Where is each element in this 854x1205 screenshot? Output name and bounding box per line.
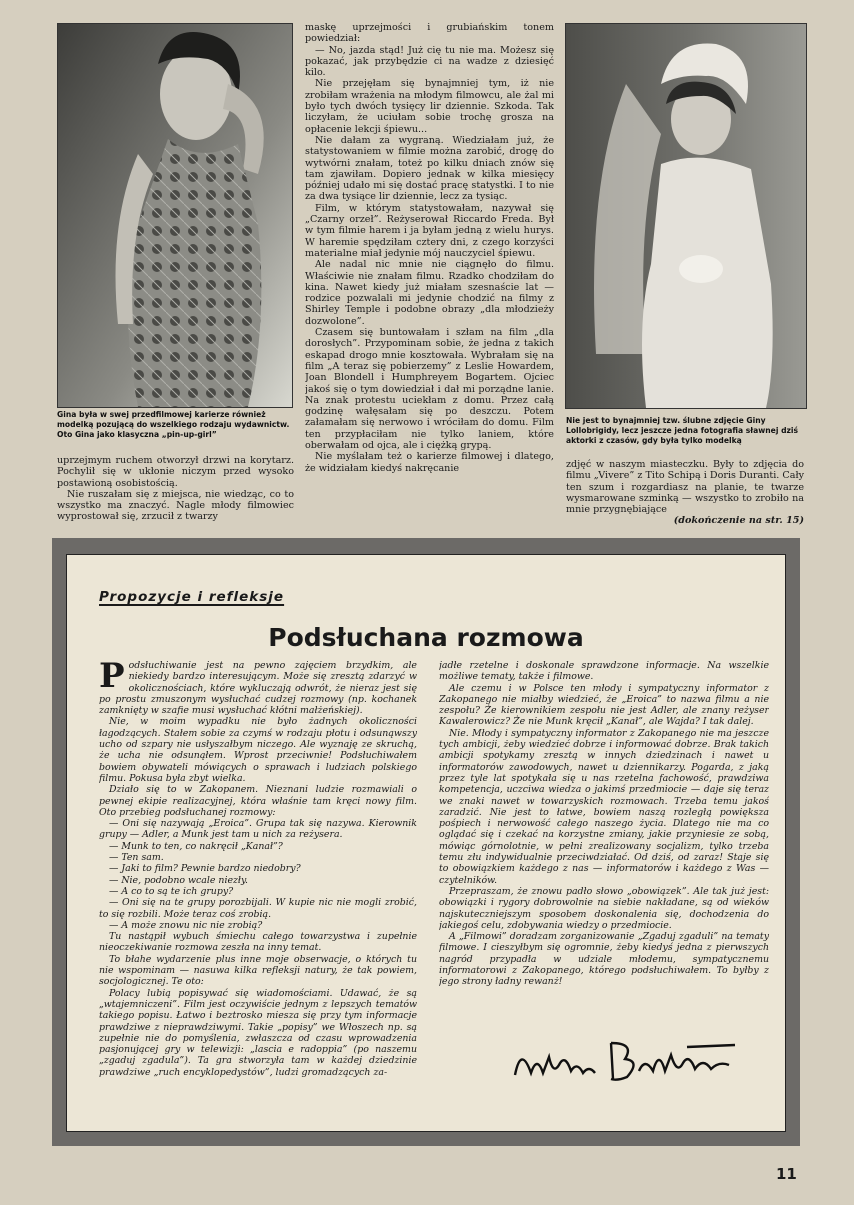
paragraph: Czasem się buntowałam i szłam na film „dla dorosłych”. Przypominam sobie, że jedna z takich eskapad drogo mnie kosztowała. Wybrałam się na film „A teraz się pobierzemy” z Leslie Howardem, Joan Blondell i Humphreyem Bogartem. Ojciec jakoś się o tym dowiedział i dał mi porządne lanie. Na znak protestu uciekłam z domu. Przez całą godzinę wałęsałam się po deszczu. Potem załamałam się nerwowo i wróciłam do domu. Film ten przypłaciłam nie tylko laniem, które oberwałam od ojca, ale i ciężką grypą. [305, 327, 554, 451]
paragraph: — No, jazda stąd! Już cię tu nie ma. Możesz się pokazać, jak przybędzie ci na wadze z dziesięć kilo. [305, 44, 554, 79]
feature-column-2 [439, 660, 769, 1030]
paragraph: uprzejmym ruchem otworzył drzwi na korytarz. Pochylił się w ukłonie niczym przed wysoko postawioną osobistością. [57, 455, 294, 489]
continued-note: (dokończenie na str. 15) [673, 515, 804, 527]
paragraph [99, 660, 417, 716]
article-column-right-bottom [566, 459, 804, 529]
paragraph: — Oni się nazywają „Eroica”. Grupa tak się nazywa. Kierownik grupy — Adler, a Munk jest tam u nich za reżysera. [99, 818, 417, 841]
paragraph: Działo się to w Zakopanem. Nieznani ludzie rozmawiali o pewnej ekipie realizacyjnej, która właśnie tam kręci nowy film. Oto przebieg podsłuchanej rozmowy: [99, 784, 417, 818]
photo-pin-up [57, 23, 293, 408]
pin-up-photo-illustration [58, 24, 292, 407]
paragraph: maskę uprzejmości i grubiańskim tonem powiedział: [305, 22, 554, 45]
page-number: 11 [776, 1165, 797, 1183]
paragraph: — Oni się na te grupy porozbijali. W kupie nic nie mogli zrobić, to się rozbili. Może teraz coś zrobią. [99, 897, 417, 920]
paragraph: — Nie, podobno wcale niezły. [109, 874, 249, 886]
feature-box-inner [66, 554, 786, 1132]
paragraph: Ale nadal nic mnie nie ciągnęło do filmu. Właściwie nie znałam filmu. Rzadko chodziłam do kina. Nawet kiedy już miałam szesnaście lat — rodzice pozwalali mi jedynie chodzić na filmy z Shirley Temple i podobne obrazy „dla młodzieży dozwolone”. [305, 259, 554, 327]
paragraph: — Jaki to film? Pewnie bardzo niedobry? [109, 863, 301, 875]
paragraph: Nie ruszałam się z miejsca, nie wiedząc, co to wszystko ma znaczyć. Nagle młody filmowiec wyprostował się, zrzucił z twarzy [57, 488, 294, 523]
paragraph: Nie przejęłam się bynajmniej tym, iż nie zrobiłam wrażenia na młodym filmowcu, ale żal mi było tych dwóch tysięcy lir dziennie. Szkoda. Tak liczyłam, że uciułam sobie trochę grosza na opłacenie lekcji śpiewu... [305, 78, 554, 135]
paragraph: — Ten sam. [109, 852, 164, 864]
feature-column-1 [99, 660, 417, 1128]
paragraph: Nie myślałam też o karierze filmowej i dlatego, że widziałam kiedyś nakręcanie [305, 451, 554, 474]
paragraph: — A co to są te ich grupy? [109, 885, 234, 897]
paragraph: Nie dałam za wygraną. Wiedziałam już, że statystowaniem w filmie można zarobić, drogę do wytwórni znałam, toteż po kilku dniach znów się tam zjawiłam. Dopiero jednak w kilka miesięcy później udało mi się dostać pracę statystki. I to nie za dwa tysiące lir dziennie, lecz za tysiąc. [305, 134, 554, 203]
wedding-photo-illustration [566, 24, 806, 408]
drop-cap: P [99, 660, 125, 696]
paragraph: jadłe rzetelne i doskonale sprawdzone informacje. Na wszelkie możliwe tematy, także i filmowe. [439, 660, 769, 683]
section-kicker: Propozycje i refleksje [99, 589, 285, 605]
article-column-left-bottom [57, 455, 294, 525]
photo-right-caption: Nie jest to bynajmniej tzw. ślubne zdjęcie Giny Lollobrigidy, lecz jeszcze jedna fotografia sławnej dziś aktorki z czasów, gdy była tylko modelką [566, 416, 799, 445]
feature-box [52, 538, 800, 1146]
article-column-middle [305, 22, 554, 524]
signature-drawing [507, 1035, 747, 1091]
paragraph: Nie. Młody i sympatyczny informator z Zakopanego nie ma jeszcze tych ambicji, żeby wiedzieć dobrze i informować dobrze. Brak takich ambicji spotykamy zresztą w innych dziedzinach i nawet u informatorów zawodowych, nawet u dziennikarzy. Pogarda, z jaką przez tyle lat spotykała się u nas rzetelna fachowość, prawdziwa kompetencja, uczciwa wiedza o jakimś przedmiocie — daje się teraz we znaki nawet w towarzyskich rozmowach. Trzeba temu jakoś zaradzić. Nie jest to łatwe, bowiem naszą rozległą powiększa pośpiech i nerwowość całego naszego życia. Dlatego nie ma co oglądać się i czekać na korzystne zmiany, jakie przyniesie ze sobą, mówiąc górnolotnie, w pełni zrealizowany socjalizm, tylko trzeba temu złu indywidualnie przeciwdziałać. Od dziś, od zaraz! Staje się to obowiązkiem każdego z nas — informatorów i każdego z Was — czytelników. [439, 727, 769, 886]
paragraph: — A może znowu nic nie zrobią? [109, 919, 263, 931]
paragraph: Film, w którym statystowałam, nazywał się „Czarny orzeł”. Reżyserował Riccardo Freda. Był w tym filmie harem i ja byłam jedną z wielu hurys. W haremie spędziłam cztery dni, z czego korzyści materialne miał jedynie mój nauczyciel śpiewu. [305, 202, 554, 259]
paragraph: Nie, w moim wypadku nie było żadnych okoliczności łagodzących. Stałem sobie za czymś w rodzaju płotu i odsunąwszy ucho od szpary nie usłyszałbym niczego. Ale wyznaję ze skruchą, że ucha nie odsunąłem. Wprost przeciwnie! Podsłuchiwałem bowiem obywateli mówiących o sprawach i ludziach polskiego filmu. Pokusa była zbyt wielka. [99, 716, 417, 784]
paragraph-text: odsłuchiwanie jest na pewno zajęciem brzydkim, ale niekiedy bardzo interesującym. Może się zresztą zdarzyć w okolicznościach, które wykluczają odwrót, że nieraz jest się po prostu zmuszonym wysłuchać cudzej rozmowy (np. kochanek zamknięty w szafie musi wysłuchać kłótni małżeńskiej). [99, 660, 417, 717]
paragraph: To błahe wydarzenie plus inne moje obserwacje, o których tu nie wspominam — nasuwa kilka refleksji natury, że tak powiem, socjologicznej. Te oto: [99, 953, 417, 988]
paragraph: — Munk to ten, co nakręcił „Kanał”? [109, 840, 283, 852]
paragraph: Ale czemu i w Polsce ten młody i sympatyczny informator z Zakopanego nie miałby wiedzieć, że „Eroica” to nazwa filmu a nie zespołu? Że kierownikiem zespołu nie jest Adler, ale znany reżyser Kawalerowicz? Że nie Munk kręcił „Kanał”, ale Wajda? I tak dalej. [439, 682, 769, 728]
photo-left-caption: Gina była w swej przedfilmowej karierze również modelką pozującą do wszelkiego rodzaju wydawnictw. Oto Gina jako klasyczna „pin-up-girl” [57, 410, 290, 439]
author-signature [507, 1035, 747, 1095]
paragraph: zdjęć w naszym miasteczku. Były to zdjęcia do filmu „Vivere” z Tito Schipą i Doris Duranti. Cały ten szum i rozgardiasz na planie, te twarze wysmarowane szminką — wszystko to zrobiło na mnie przygnębiające [566, 459, 804, 516]
paragraph: A „Filmowi” doradzam zorganizowanie „Zgaduj zgaduli” na tematy filmowe. I cieszyłbym się ogromnie, żeby kiedyś jedna z pierwszych nagród przypadła w udziale młodemu, sympatycznemu informatorowi z Zakopanego, którego podsłuchiwałem. To byłby z jego strony ładny rewanż! [439, 931, 769, 988]
paragraph: Przepraszam, że znowu padło słowo „obowiązek”. Ale tak już jest: obowiązki i rygory dobrowolnie na siebie nakładane, są od wieków najskuteczniejszym sposobem doskonalenia się, dochodzenia do jakiegoś celu, zdobywania wiedzy o przedmiocie. [439, 885, 769, 931]
paragraph: Polacy lubią popisywać się wiadomościami. Udawać, że są „wtajemniczeni”. Film jest oczywiście jednym z lepszych tematów takiego popisu. Łatwo i beztrosko miesza się przy tym informacje prawdziwe z nieprawdziwymi. Takie „popisy” we Włoszech np. są zupełnie nie do pomyślenia, zwłaszcza od czasu wprowadzenia pasjonującej gry w telewizji: „lascia e radoppia” (po naszemu „zgaduj zgadula”). Ta gra stworzyła tam w każdej dziedzinie prawdziwe „ruch encyklopedystów”, ludzi gromadzących za- [99, 987, 417, 1078]
photo-wedding-dress [565, 23, 807, 409]
feature-headline: Podsłuchana rozmowa [268, 623, 584, 652]
paragraph: Tu nastąpił wybuch śmiechu całego towarzystwa i zupełnie nieoczekiwanie rozmowa zeszła na inny temat. [99, 931, 417, 954]
